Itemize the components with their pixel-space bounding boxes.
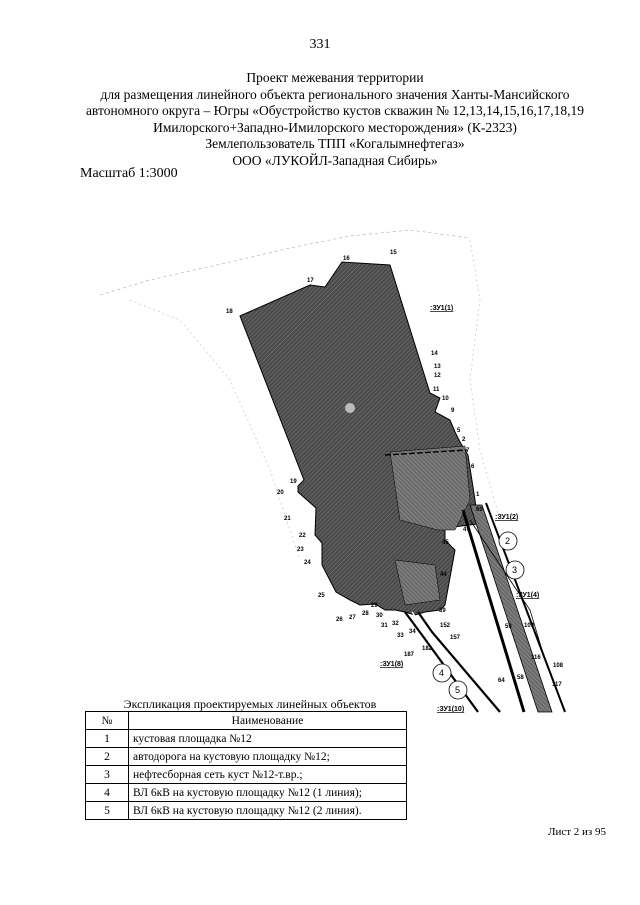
point-label: 116: [531, 655, 541, 661]
row-number: 1: [86, 730, 129, 748]
callout-number: 4: [439, 668, 445, 678]
column-header: Наименование: [129, 712, 407, 730]
row-name: автодорога на кустовую площадку №12;: [129, 748, 407, 766]
parcel-label: :ЗУ1(4): [516, 592, 540, 599]
point-label: 2: [462, 437, 466, 443]
point-label: 59: [505, 624, 512, 630]
title-line: ООО «ЛУКОЙЛ-Западная Сибирь»: [232, 152, 438, 168]
point-label: 34: [409, 629, 416, 635]
table-caption: Экспликация проектируемых линейных объектов: [123, 697, 377, 711]
point-label: 13: [434, 364, 441, 370]
explication-table: [85, 711, 407, 820]
point-label: 187: [404, 652, 415, 658]
point-label: 31: [381, 623, 388, 629]
table-row: [86, 730, 407, 748]
point-label: 11: [433, 387, 440, 393]
point-label: 15: [390, 250, 397, 256]
point-label: 26: [336, 617, 343, 623]
point-label: 64: [498, 678, 505, 684]
table-row: [86, 784, 407, 802]
table-row: [86, 748, 407, 766]
page-number: 331: [309, 37, 331, 52]
title-line: автономного округа – Югры «Обустройство кустов скважин № 12,13,14,15,16,17,18,19: [85, 103, 585, 118]
boundary-map: [0, 230, 640, 720]
point-label: 30: [376, 613, 383, 619]
point-label: 21: [284, 516, 291, 522]
point-label: 22: [299, 533, 306, 539]
row-number: 3: [86, 766, 129, 784]
point-label: 23: [297, 547, 304, 553]
powerline: [412, 612, 489, 712]
callout-number: 5: [455, 685, 461, 695]
point-label: 58: [517, 675, 524, 681]
parcel-label: :ЗУ1(2): [495, 514, 519, 521]
point-label: 20: [277, 490, 284, 496]
point-label: 182: [422, 646, 433, 652]
row-name: ВЛ 6кВ на кустовую площадку №12 (1 линия);: [129, 784, 407, 802]
title-line: Имилорского+Западно-Имилорского месторождения» (К-2323): [153, 119, 517, 135]
point-label: 33: [397, 633, 404, 639]
point-label: 1: [476, 492, 480, 498]
table-row: [86, 766, 407, 784]
point-label: 29: [371, 603, 378, 609]
point-label: 10: [442, 396, 449, 402]
row-number: 4: [86, 784, 129, 802]
point-label: 25: [318, 593, 325, 599]
row-name: кустовая площадка №12: [129, 730, 407, 748]
point-label: 108: [553, 663, 564, 669]
point-label: 9: [451, 408, 455, 414]
column-header: №: [86, 712, 129, 730]
point-label: 109: [524, 623, 535, 629]
parcel-label: :ЗУ1(8): [380, 661, 404, 668]
point-label: 152: [440, 623, 451, 629]
point-label: 157: [450, 635, 461, 641]
zone-marker: [345, 403, 355, 413]
sheet-number: Лист 2 из 95: [548, 826, 607, 838]
title-block: [60, 70, 610, 169]
scale-label: Масштаб 1:3000: [80, 166, 178, 181]
point-label: 44: [440, 572, 447, 578]
point-label: 39: [439, 608, 446, 614]
title-line: Проект межевания территории: [246, 70, 424, 85]
point-label: 7: [466, 448, 470, 454]
background-outline: [100, 230, 470, 295]
callout-number: 2: [505, 536, 511, 546]
point-label: 14: [431, 351, 438, 357]
row-number: 2: [86, 748, 129, 766]
point-label: 6: [471, 464, 475, 470]
point-label: 27: [349, 615, 356, 621]
row-number: 5: [86, 802, 129, 820]
row-name: нефтесборная сеть куст №12-т.вр.;: [129, 766, 407, 784]
point-label: 18: [226, 309, 233, 315]
point-label: 24: [304, 560, 311, 566]
point-label: 60: [476, 507, 483, 513]
parcel-label: :ЗУ1(1): [430, 305, 454, 312]
table-row: [86, 802, 407, 820]
point-label: 47: [463, 527, 470, 533]
background-outline: [470, 240, 500, 520]
row-name: ВЛ 6кВ на кустовую площадку №12 (2 линия).: [129, 802, 407, 820]
point-label: 17: [307, 278, 314, 284]
point-label: 12: [434, 373, 441, 379]
parcel-polygon: [240, 262, 478, 615]
title-line: для размещения линейного объекта регионального значения Ханты-Мансийского: [100, 86, 570, 102]
point-label: 32: [392, 621, 399, 627]
point-label: 19: [290, 479, 297, 485]
point-label: 28: [362, 611, 369, 617]
inner-region: [390, 446, 470, 530]
callout-number: 3: [512, 565, 518, 575]
table-header-row: [86, 712, 407, 730]
point-label: 45: [442, 540, 449, 546]
point-label: 5: [457, 428, 461, 434]
parcel-label: :ЗУ1(10): [437, 706, 465, 713]
point-label: 16: [343, 256, 350, 262]
title-line: Землепользователь ТПП «Когалымнефтегаз»: [205, 136, 465, 151]
point-label: 117: [552, 682, 562, 688]
